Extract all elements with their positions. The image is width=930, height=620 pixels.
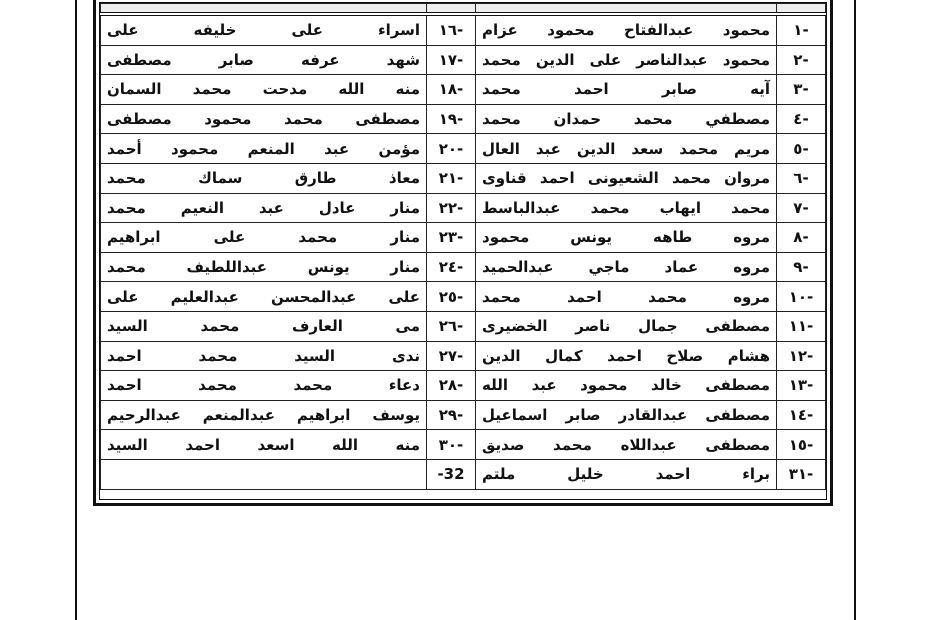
student-name: مصطفى محمد محمود مصطفى xyxy=(101,104,427,134)
student-name: مؤمن عبد المنعم محمود أحمد xyxy=(101,134,427,164)
student-name: منار محمد على ابراهيم xyxy=(101,223,427,253)
page-border-left xyxy=(75,0,77,620)
table-row xyxy=(101,311,826,341)
student-name: مصطفى عبدالقادر صابر اسماعيل xyxy=(476,400,777,430)
row-number: -٢٦ xyxy=(427,311,476,341)
student-name: مصطفى خالد محمود عبد الله xyxy=(476,371,777,401)
row-number: -٢٥ xyxy=(427,282,476,312)
student-name: محمود عبدالناصر على الدين محمد xyxy=(476,45,777,75)
student-name: شهد عرفه صابر مصطفى xyxy=(101,45,427,75)
row-number: -١ xyxy=(777,14,826,45)
row-number: -٢٨ xyxy=(427,371,476,401)
student-name: مى العارف محمد السيد xyxy=(101,311,427,341)
row-number: -١٦ xyxy=(427,14,476,45)
student-name: مصطفي محمد حمدان محمد xyxy=(476,104,777,134)
row-number: -٣ xyxy=(777,75,826,105)
header-row xyxy=(101,4,826,15)
student-name: مروه عماد ماجي عبدالحميد xyxy=(476,252,777,282)
row-number: -٣١ xyxy=(777,459,826,489)
names-table xyxy=(100,3,826,490)
student-table xyxy=(93,0,833,506)
student-name: منار يونس عبداللطيف محمد xyxy=(101,252,427,282)
row-number: -٧ xyxy=(777,193,826,223)
student-name: منه الله مدحت محمد السمان xyxy=(101,75,427,105)
row-number: -١٩ xyxy=(427,104,476,134)
table-row xyxy=(101,459,826,489)
row-number: -١٧ xyxy=(427,45,476,75)
table-row xyxy=(101,75,826,105)
student-name: منار عادل عبد النعيم محمد xyxy=(101,193,427,223)
table-row xyxy=(101,282,826,312)
student-name: محمود عبدالفتاح محمود عزام xyxy=(476,14,777,45)
row-number: -١٨ xyxy=(427,75,476,105)
table-row xyxy=(101,252,826,282)
row-number: -٢٣ xyxy=(427,223,476,253)
row-number: -٢٩ xyxy=(427,400,476,430)
table-row xyxy=(101,163,826,193)
student-name: مريم محمد سعد الدين عبد العال xyxy=(476,134,777,164)
row-number: 32- xyxy=(427,459,476,489)
student-name: على عبدالمحسن عبدالعليم على xyxy=(101,282,427,312)
table-row xyxy=(101,14,826,45)
table-row xyxy=(101,134,826,164)
row-number: -٢٠ xyxy=(427,134,476,164)
row-number: -٨ xyxy=(777,223,826,253)
student-name: معاذ طارق سماك محمد xyxy=(101,163,427,193)
table-row xyxy=(101,193,826,223)
table-row xyxy=(101,430,826,460)
table-row xyxy=(101,341,826,371)
student-name: مروه محمد احمد محمد xyxy=(476,282,777,312)
student-name: محمد ايهاب محمد عبدالباسط xyxy=(476,193,777,223)
student-name: دعاء محمد محمد احمد xyxy=(101,371,427,401)
student-name: مصطفى عبداللاه محمد صديق xyxy=(476,430,777,460)
student-name: ندى السيد محمد احمد xyxy=(101,341,427,371)
row-number: -٩ xyxy=(777,252,826,282)
page-border-right xyxy=(854,0,856,620)
row-number: -٢٢ xyxy=(427,193,476,223)
student-name: مصطفى جمال ناصر الخضيرى xyxy=(476,311,777,341)
table-row xyxy=(101,400,826,430)
student-name xyxy=(101,459,427,489)
row-number: -٣٠ xyxy=(427,430,476,460)
student-name: براء احمد خليل ملتم xyxy=(476,459,777,489)
row-number: -١٢ xyxy=(777,341,826,371)
student-name: هشام صلاح احمد كمال الدين xyxy=(476,341,777,371)
row-number: -٥ xyxy=(777,134,826,164)
row-number: -٦ xyxy=(777,163,826,193)
row-number: -١٤ xyxy=(777,400,826,430)
row-number: -٢٧ xyxy=(427,341,476,371)
student-name: اسراء على خليفه على xyxy=(101,14,427,45)
row-number: -٢ xyxy=(777,45,826,75)
row-number: -١٠ xyxy=(777,282,826,312)
table-row xyxy=(101,371,826,401)
student-name: آيه صابر احمد محمد xyxy=(476,75,777,105)
table-row xyxy=(101,45,826,75)
table-row xyxy=(101,104,826,134)
row-number: -٢٤ xyxy=(427,252,476,282)
student-name: مروان محمد الشعيونى احمد قناوى xyxy=(476,163,777,193)
row-number: -١٣ xyxy=(777,371,826,401)
row-number: -٢١ xyxy=(427,163,476,193)
row-number: -١٥ xyxy=(777,430,826,460)
student-name: يوسف ابراهيم عبدالمنعم عبدالرحيم xyxy=(101,400,427,430)
row-number: -٤ xyxy=(777,104,826,134)
student-name: مروه طاهه يونس محمود xyxy=(476,223,777,253)
student-name: منه الله اسعد احمد السيد xyxy=(101,430,427,460)
table-row xyxy=(101,223,826,253)
row-number: -١١ xyxy=(777,311,826,341)
